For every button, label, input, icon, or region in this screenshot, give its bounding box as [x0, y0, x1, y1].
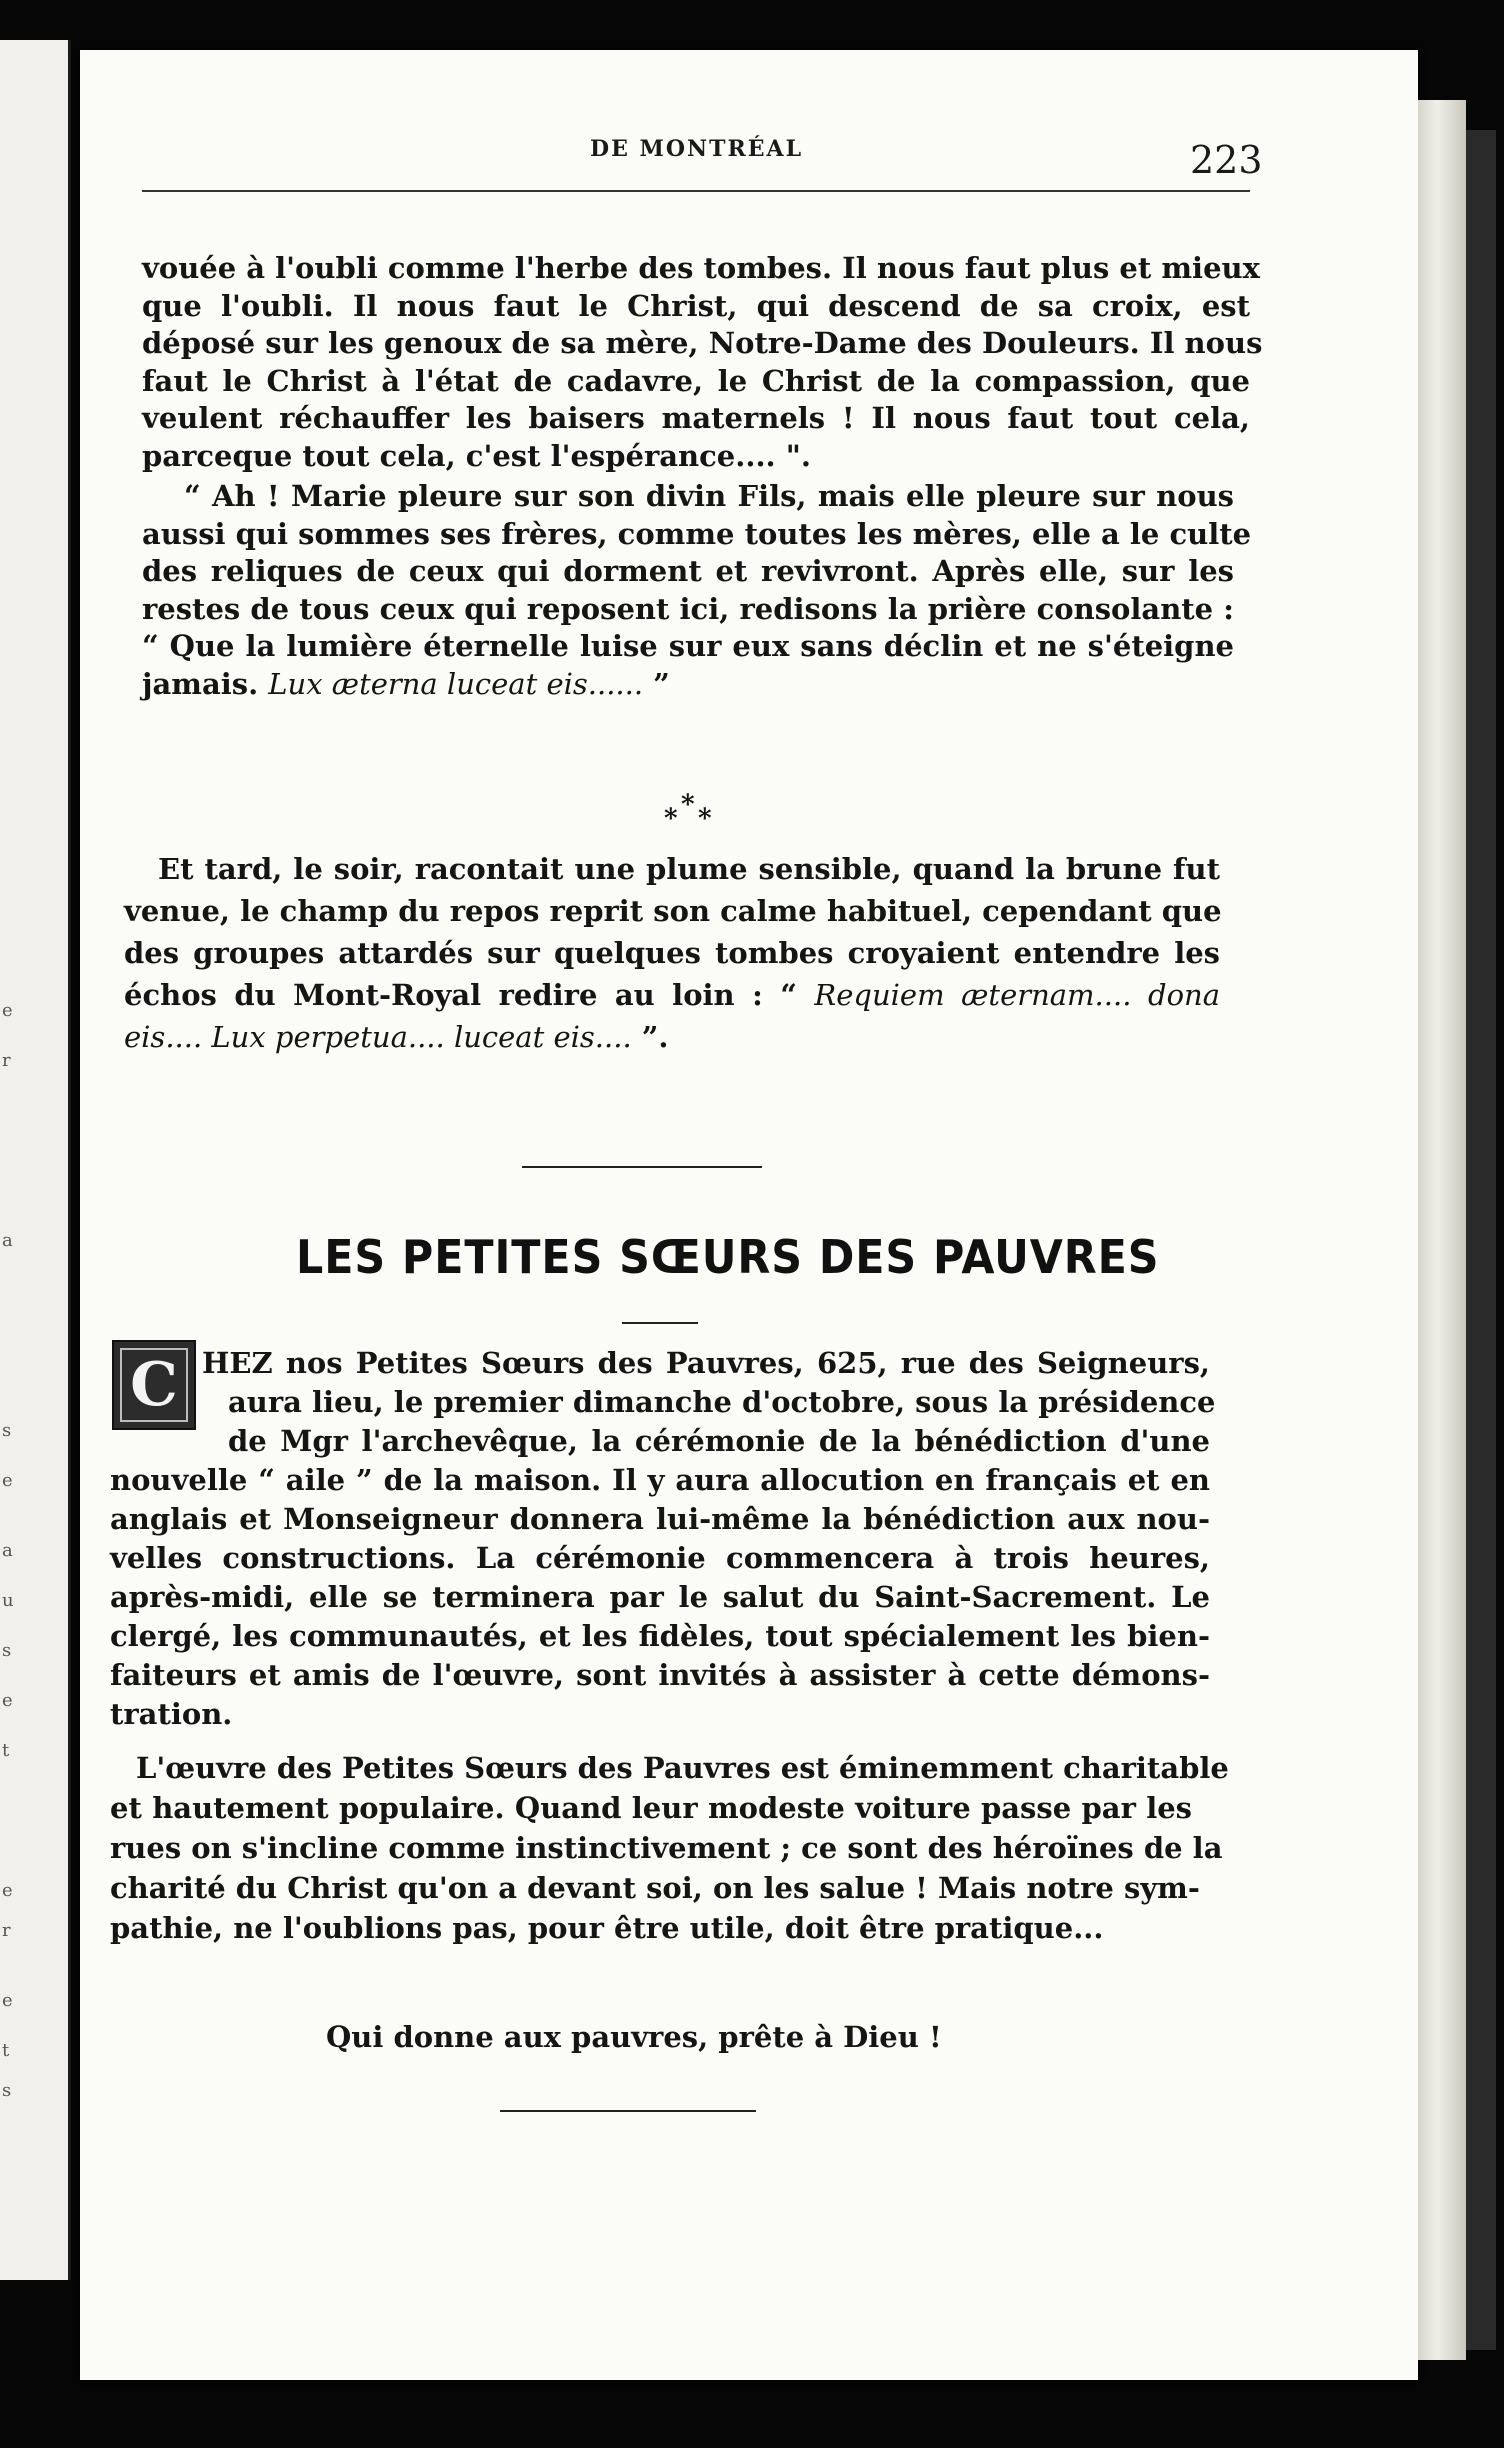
- text-line: restes de tous ceux qui reposent ici, redisons la prière consolante :: [142, 591, 1234, 626]
- header-rule: [142, 190, 1250, 192]
- drop-cap-letter: C: [130, 1350, 178, 1420]
- text-line: des groupes attardés sur quelques tombes croyaient entendre les: [124, 936, 1220, 970]
- paragraph-3: [124, 848, 1220, 1058]
- paragraph-2: [142, 478, 1252, 703]
- asterism: [660, 790, 720, 834]
- title-underline-rule: [622, 1322, 698, 1324]
- text-line: [142, 666, 1234, 704]
- running-head: DE MONTRÉAL: [590, 136, 804, 162]
- asterisk: *: [681, 790, 695, 820]
- facing-page-fragment: r: [2, 1920, 11, 1941]
- paragraph-4: [110, 1344, 1216, 1734]
- text-line: “ Que la lumière éternelle luise sur eux sans déclin et ne s'éteigne: [142, 629, 1234, 663]
- text-line: clergé, les communautés, et les fidèles, tout spécialement les bien-: [110, 1619, 1210, 1653]
- facing-page-fragment: u: [2, 1590, 14, 1611]
- facing-page-fragment: r: [2, 1050, 11, 1071]
- latin-phrase: eis.... Lux perpetua.... luceat eis....: [124, 1020, 632, 1054]
- paragraph-1: [142, 250, 1263, 475]
- latin-phrase: Lux æterna luceat eis......: [268, 666, 644, 701]
- facing-page-fragment: t: [2, 2040, 10, 2061]
- section-divider-rule: [522, 1166, 762, 1168]
- text-line: rues on s'incline comme instinctivement ; ce sont des héroïnes de la: [110, 1831, 1223, 1865]
- text-line: veulent réchauffer les baisers maternels ! Il nous faut tout cela,: [142, 401, 1250, 435]
- text-line: vouée à l'oubli comme l'herbe des tombes. Il nous faut plus et mieux: [142, 251, 1260, 285]
- facing-page-fragment: e: [2, 1000, 13, 1021]
- facing-page-fragment: e: [2, 1880, 13, 1901]
- text-line: déposé sur les genoux de sa mère, Notre-Dame des Douleurs. Il nous: [142, 326, 1263, 360]
- text-line: L'œuvre des Petites Sœurs des Pauvres est éminemment charitable: [136, 1751, 1229, 1785]
- text-line: pathie, ne l'oublions pas, pour être utile, doit être pratique...: [110, 1911, 1104, 1945]
- closing-maxim: Qui donne aux pauvres, prête à Dieu !: [326, 2020, 942, 2054]
- paragraph-5: [110, 1748, 1229, 1948]
- facing-page-fragment: s: [2, 2080, 12, 2101]
- facing-page-fragment: t: [2, 1740, 10, 1761]
- facing-page-fragment: s: [2, 1420, 12, 1441]
- text-line: nouvelle “ aile ” de la maison. Il y aura allocution en français et en: [110, 1463, 1210, 1497]
- text-segment: jamais.: [142, 666, 269, 701]
- text-line: velles constructions. La cérémonie commencera à trois heures,: [110, 1541, 1210, 1575]
- text-line: parceque tout cela, c'est l'espérance.... ".: [142, 438, 811, 473]
- facing-page-fragment: s: [2, 1640, 12, 1661]
- text-segment: ”.: [631, 1020, 669, 1054]
- section-title: LES PETITES SŒURS DES PAUVRES: [296, 1230, 1160, 1284]
- asterisk: *: [664, 804, 678, 834]
- text-line: faiteurs et amis de l'œuvre, sont invités à assister à cette démons-: [110, 1658, 1210, 1692]
- text-line: des reliques de ceux qui dorment et revivront. Après elle, sur les: [142, 554, 1234, 588]
- facing-page-fragment: e: [2, 1470, 13, 1491]
- text-line: faut le Christ à l'état de cadavre, le Christ de la compassion, que: [142, 363, 1250, 398]
- text-line: tration.: [110, 1697, 233, 1731]
- text-line: HEZ nos Petites Sœurs des Pauvres, 625, rue des Seigneurs,: [202, 1346, 1210, 1380]
- text-line: charité du Christ qu'on a devant soi, on les salue ! Mais notre sym-: [110, 1871, 1200, 1905]
- text-line: de Mgr l'archevêque, la cérémonie de la bénédiction d'une: [228, 1424, 1210, 1458]
- text-segment: échos du Mont-Royal redire au loin : “: [124, 978, 815, 1012]
- facing-page-fragment: e: [2, 1990, 13, 2011]
- text-segment: ”: [643, 666, 670, 701]
- latin-phrase: Requiem æternam.... dona: [814, 978, 1220, 1012]
- text-line: “ Ah ! Marie pleure sur son divin Fils, mais elle pleure sur nous: [184, 479, 1234, 513]
- text-line: après-midi, elle se terminera par le salut du Saint-Sacrement. Le: [110, 1580, 1210, 1614]
- text-line: aussi qui sommes ses frères, comme toutes les mères, elle a le culte: [142, 516, 1252, 551]
- text-line: [124, 1016, 1220, 1058]
- text-line: et hautement populaire. Quand leur modeste voiture passe par les: [110, 1791, 1192, 1825]
- text-line: que l'oubli. Il nous faut le Christ, qui descend de sa croix, est: [142, 288, 1250, 323]
- facing-page-fragment: a: [2, 1230, 13, 1251]
- text-line: venue, le champ du repos reprit son calme habituel, cependant que: [124, 894, 1222, 928]
- text-line: Et tard, le soir, racontait une plume sensible, quand la brune fut: [158, 852, 1220, 886]
- facing-page-fragment: e: [2, 1690, 13, 1711]
- end-rule: [500, 2110, 756, 2112]
- asterisk: *: [698, 804, 712, 834]
- facing-page-fragment: a: [2, 1540, 13, 1561]
- text-line: anglais et Monseigneur donnera lui-même la bénédiction aux nou-: [110, 1502, 1210, 1536]
- text-line: [124, 974, 1220, 1016]
- page-number: 223: [1190, 138, 1263, 182]
- text-line: aura lieu, le premier dimanche d'octobre, sous la présidence: [228, 1385, 1216, 1419]
